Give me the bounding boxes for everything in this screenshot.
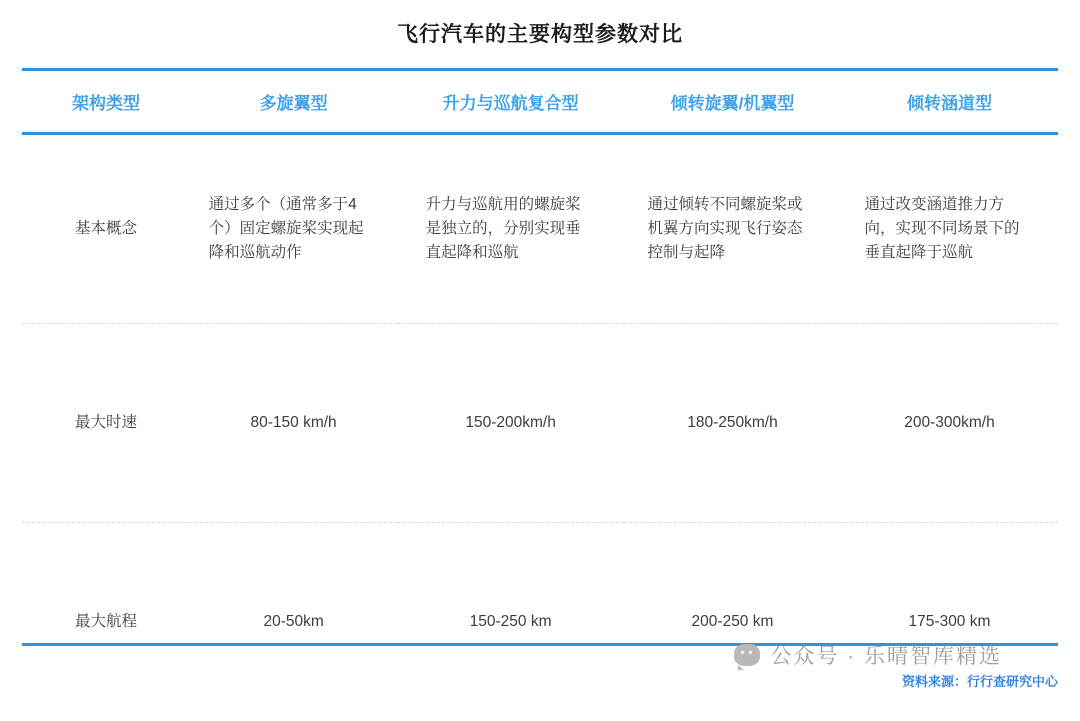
row-label-max-speed: 最大时速 (22, 324, 190, 523)
cell-concept-lift-cruise (397, 134, 624, 324)
page-title: 飞行汽车的主要构型参数对比 (0, 0, 1080, 48)
cell-concept-tiltrotor (624, 134, 841, 324)
column-header-lift-cruise: 升力与巡航复合型 (397, 70, 624, 134)
watermark (734, 640, 1002, 670)
cell-speed-tiltrotor: 180-250km/h (624, 324, 841, 523)
cell-concept-multirotor (190, 134, 397, 324)
footer (0, 646, 1080, 694)
cell-text: 升力与巡航用的螺旋桨是独立的，分别实现垂直起降和巡航 (426, 193, 596, 265)
cell-speed-multirotor: 80-150 km/h (190, 324, 397, 523)
table-row (22, 134, 1058, 324)
column-header-multirotor: 多旋翼型 (190, 70, 397, 134)
cell-range-tiltduct: 175-300 km (841, 523, 1058, 721)
column-header-architecture-type: 架构类型 (22, 70, 190, 134)
comparison-table-container (22, 68, 1058, 721)
cell-text: 通过多个（通常多于4个）固定螺旋桨实现起降和巡航动作 (209, 193, 379, 265)
column-header-tiltduct: 倾转涵道型 (841, 70, 1058, 134)
table-header-row (22, 70, 1058, 134)
wechat-icon (734, 644, 760, 666)
cell-text: 通过倾转不同螺旋桨或机翼方向实现飞行姿态控制与起降 (647, 193, 817, 265)
table-body (22, 134, 1058, 721)
cell-concept-tiltduct (841, 134, 1058, 324)
row-label-max-range: 最大航程 (22, 523, 190, 721)
cell-speed-tiltduct: 200-300km/h (841, 324, 1058, 523)
cell-range-tiltrotor: 200-250 km (624, 523, 841, 721)
table-row (22, 324, 1058, 523)
cell-text: 通过改变涵道推力方向，实现不同场景下的垂直起降于巡航 (864, 193, 1034, 265)
cell-range-multirotor: 20-50km (190, 523, 397, 721)
watermark-text: 公众号 · 乐晴智库精选 (770, 640, 1002, 670)
cell-speed-lift-cruise: 150-200km/h (397, 324, 624, 523)
cell-range-lift-cruise: 150-250 km (397, 523, 624, 721)
row-label-basic-concept: 基本概念 (22, 134, 190, 324)
column-header-tiltrotor: 倾转旋翼/机翼型 (624, 70, 841, 134)
source-note: 资料来源：行行查研究中心 (902, 671, 1058, 690)
table-header (22, 70, 1058, 134)
comparison-table (22, 68, 1058, 721)
